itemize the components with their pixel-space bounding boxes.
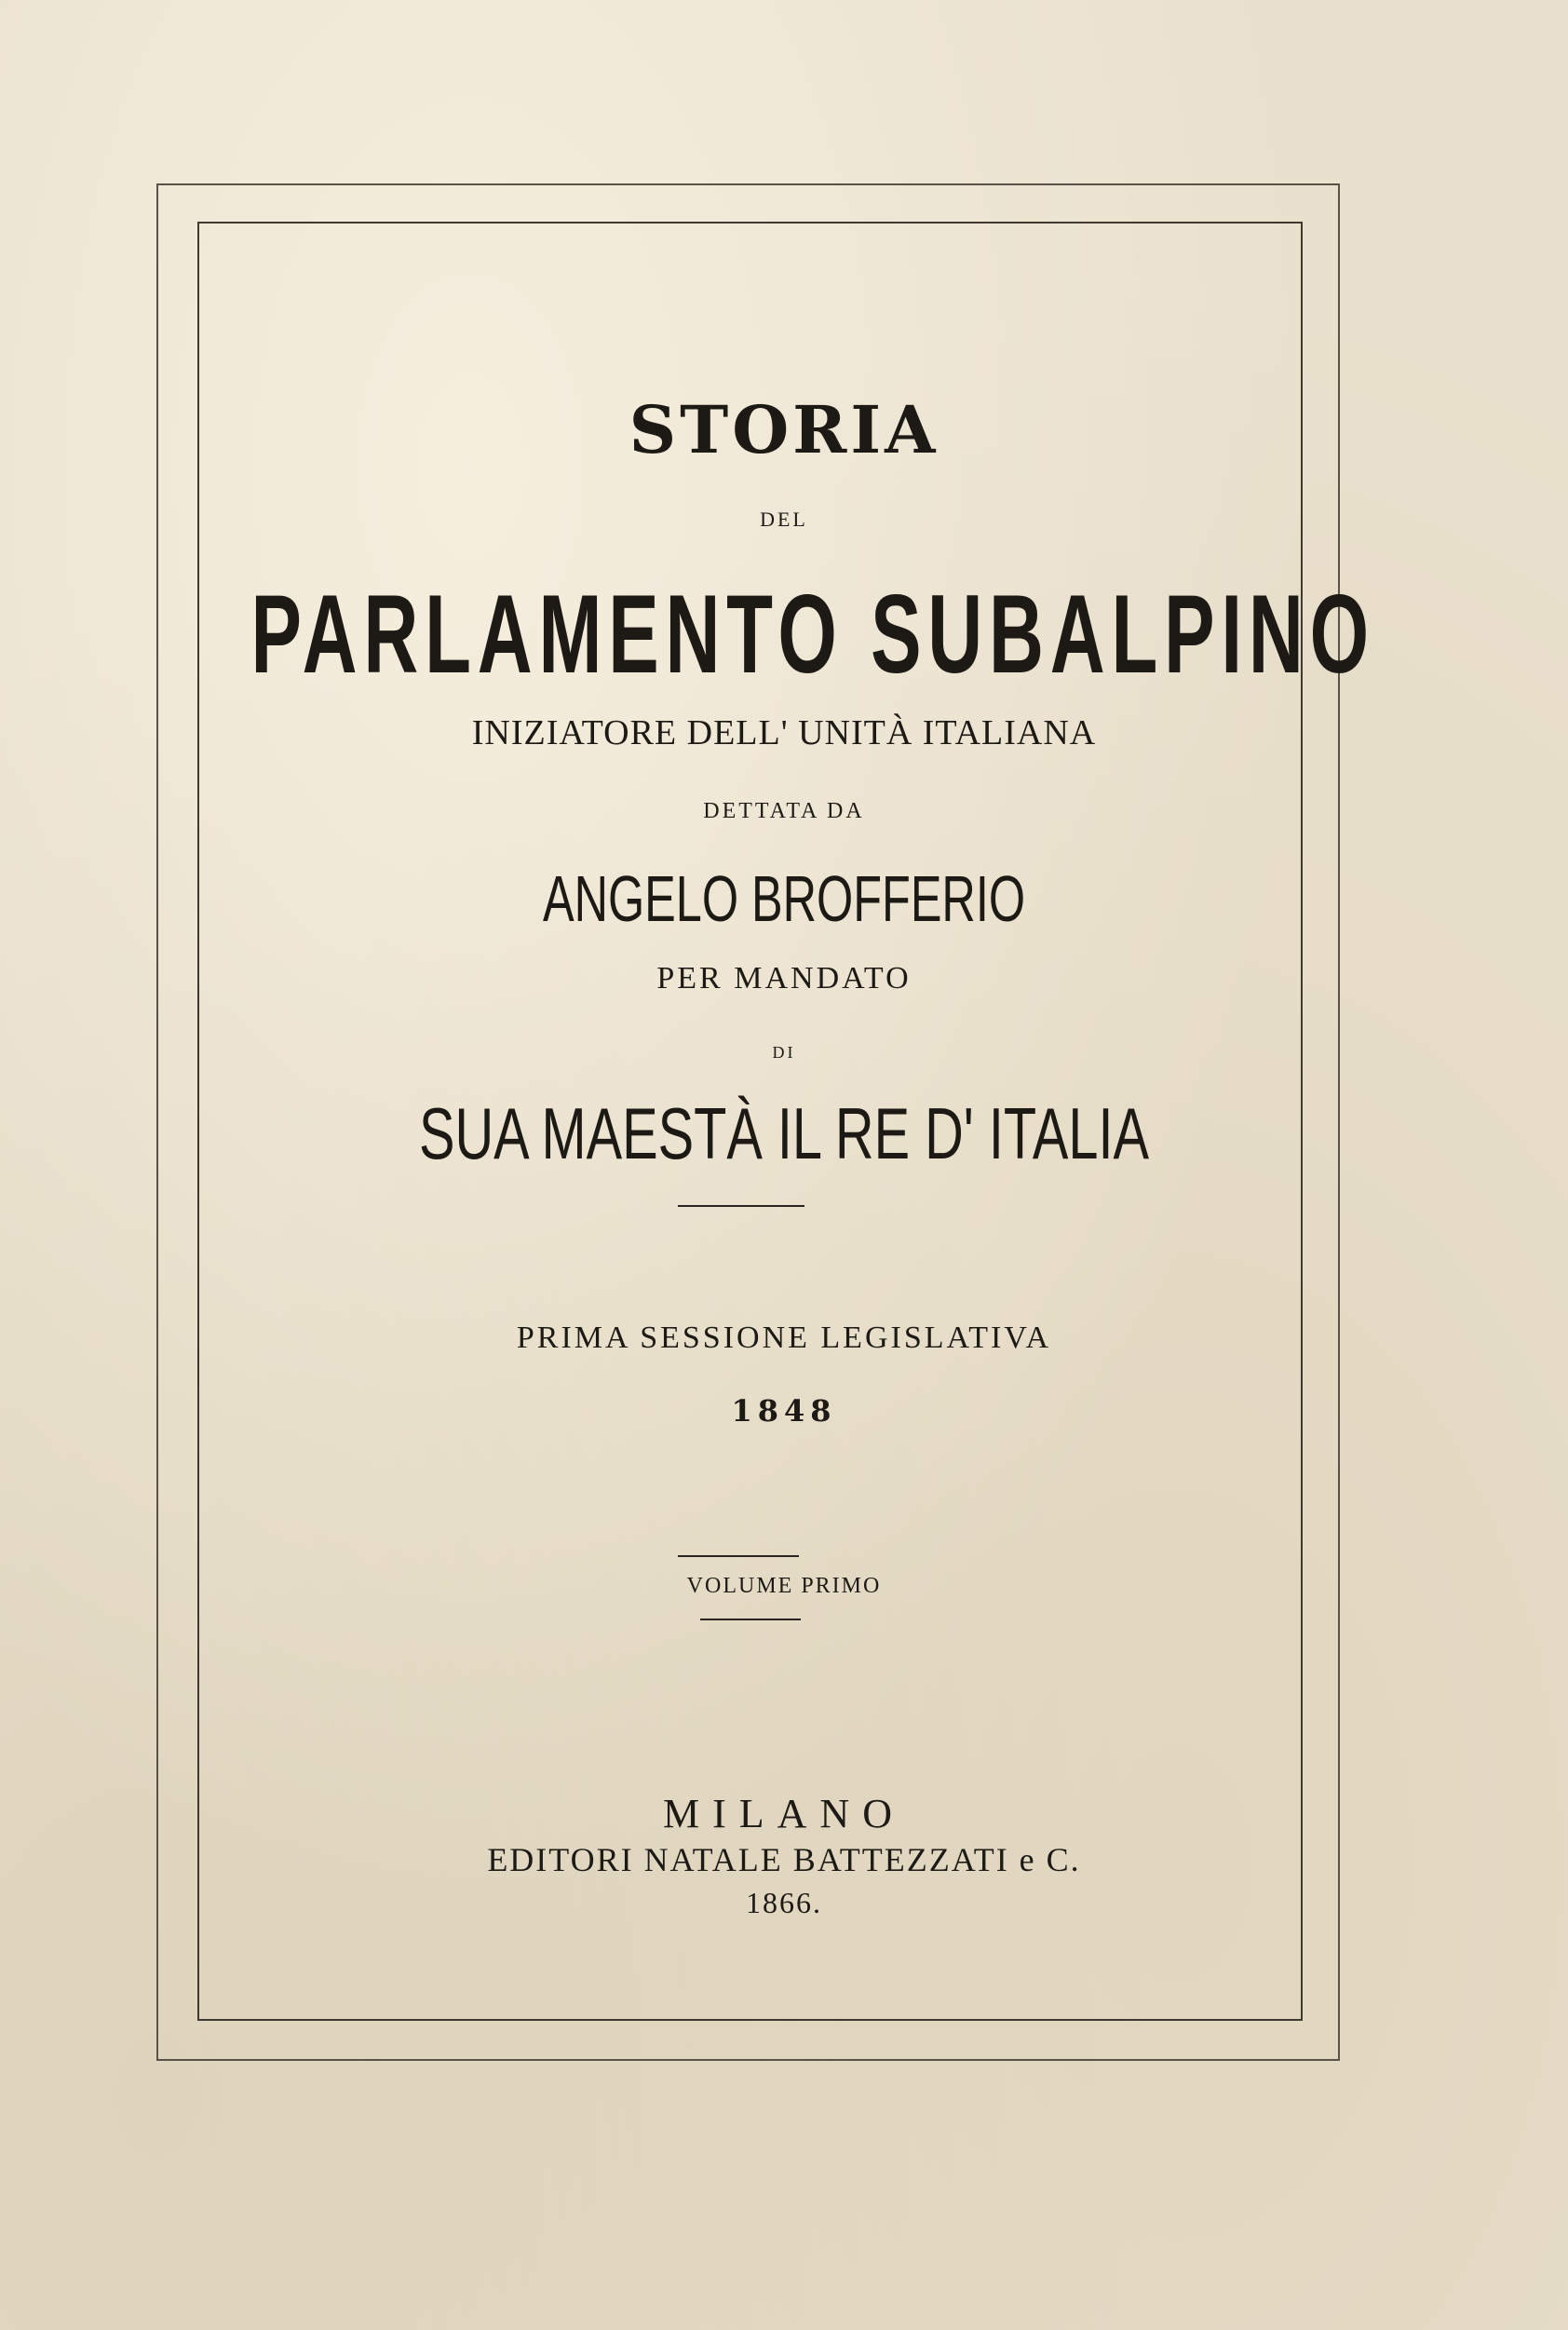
publisher-name: EDITORI NATALE BATTEZZATI e C. [487,1841,1081,1878]
book-title: STORIA [629,391,939,468]
session-label: PRIMA SESSIONE LEGISLATIVA [516,1321,1052,1355]
divider-rule [678,1205,804,1207]
by-order-label: PER MANDATO [656,961,912,996]
book-subtitle: INIZIATORE DELL' UNITÀ ITALIANA [471,713,1097,752]
publication-city: MILANO [663,1791,905,1836]
author-name: ANGELO BROFFERIO [542,862,1026,935]
book-subject: PARLAMENTO SUBALPINO [250,572,1375,697]
publication-year: 1866. [746,1886,822,1919]
session-year: 1848 [731,1393,837,1429]
volume-label: VOLUME PRIMO [686,1574,882,1598]
connector-del: DEL [760,508,808,531]
authority-name: SUA MAESTÀ IL RE D' ITALIA [418,1092,1150,1174]
dictated-by-label: DETTATA DA [703,799,865,823]
volume-rule-top [678,1555,799,1557]
connector-di: DI [772,1043,796,1062]
volume-rule-bottom [700,1619,801,1620]
